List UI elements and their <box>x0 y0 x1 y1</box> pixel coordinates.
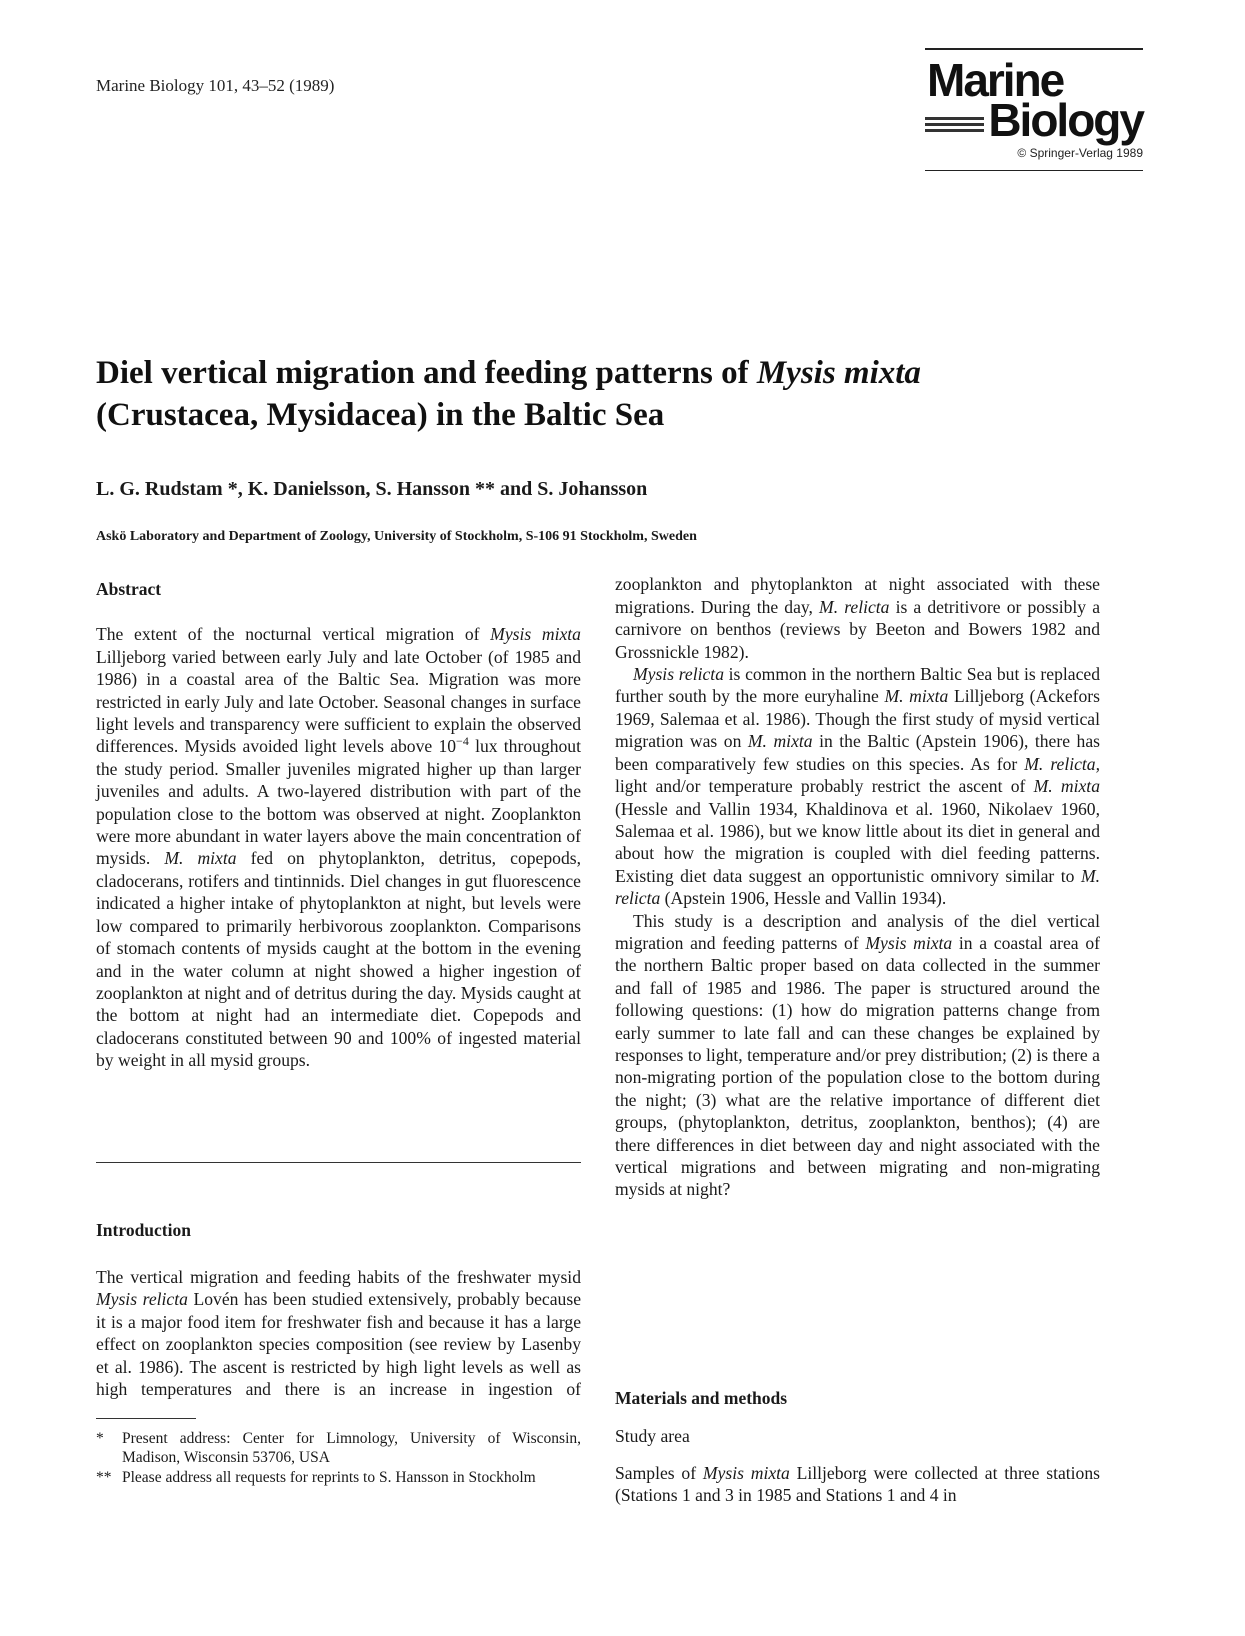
introduction-paragraph-1-start: The vertical migration and feeding habits of the freshwater mysid Mysis relicta Lovén has been studied extensively, probably because it is a major food item for freshwater fish and because it has a large effect on zooplankton species composition (see review by Lasenby et al. 1986). The ascent is restricted by high light levels as well as high temperatures and there is an increase in ingestion of <box>96 1267 581 1400</box>
publisher-copyright: © Springer-Verlag 1989 <box>1017 145 1143 160</box>
journal-citation: Marine Biology 101, 43–52 (1989) <box>96 76 335 95</box>
introduction-paragraph-2: Mysis relicta is common in the northern Baltic Sea but is replaced further south by the more euryhaline M. mixta Lilljeborg (Ackefors 1969, Salemaa et al. 1986). Though the first study of mysid vertical migration was on M. mixta in the Baltic (Apstein 1906), there has been comparatively few studies on this species. As for M. relicta, light and/or temperature probably restrict the ascent of M. mixta (Hessle and Vallin 1934, Khaldinova et al. 1960, Nikolaev 1960, Salemaa et al. 1986), but we know little about its diet in general and about how the migration is coupled with diel feeding patterns. Existing diet data suggest an opportunistic omnivory similar to M. relicta (Apstein 1906, Hessle and Vallin 1934). <box>615 664 1100 909</box>
title-part-1: Diel vertical migration and feeding patterns of <box>96 355 757 391</box>
abstract-separator <box>96 1162 581 1163</box>
article-title <box>96 352 1096 436</box>
footnote-separator <box>96 1418 196 1419</box>
title-species: Mysis mixta <box>756 355 921 391</box>
methods-paragraph-1: Samples of Mysis mixta Lilljeborg were collected at three stations (Stations 1 and 3 in 1985 and Stations 1 and 4 in <box>615 1463 1100 1506</box>
logo-bottom-rule <box>925 170 1143 172</box>
journal-logo <box>925 48 1143 171</box>
introduction-heading: Introduction <box>96 1220 191 1240</box>
logo-stripes-icon <box>925 114 984 132</box>
footnote-1: * Present address: Center for Limnology, University of Wisconsin, Madison, Wisconsin 53706, USA <box>96 1430 581 1466</box>
introduction-paragraph-1-end: zooplankton and phytoplankton at night associated with these migrations. During the day, M. relicta is a detritivore or possibly a carnivore on benthos (reviews by Beeton and Bowers 1982 and Grossnickle 1982). <box>615 574 1100 662</box>
logo-top-rule <box>925 48 1143 50</box>
title-part-2: (Crustacea, Mysidacea) in the Baltic Sea <box>96 397 665 433</box>
abstract-section <box>96 578 581 1072</box>
author-affiliation: Askö Laboratory and Department of Zoology, University of Stockholm, S-106 91 Stockholm, Sweden <box>96 529 697 544</box>
right-column-introduction <box>615 573 1100 1573</box>
methods-heading: Materials and methods <box>615 1388 788 1408</box>
abstract-text: The extent of the nocturnal vertical migration of Mysis mixta Lilljeborg varied between early July and late October (of 1985 and 1986) in a coastal area of the Baltic Sea. Migration was more restricted in early July and late October. Seasonal changes in surface light levels and transparency were sufficient to explain the observed differences. Mysids avoided light levels above $10^{-4}$ lux throughout the study period. Smaller juveniles migrated higher up than larger juveniles and adults. A two-layered distribution with part of the population close to the bottom was observed at night. Zooplankton were more abundant in water layers above the main concentration of mysids. M. mixta fed on phytoplankton, detritus, copepods, cladocerans, rotifers and tintinnids. Diel changes in gut fluorescence indicated a higher intake of phytoplankton at night, but levels were low compared to primarily herbivorous zooplankton. Comparisons of stomach contents of mysids caught at the bottom in the evening and in the water column at night showed a higher ingestion of zooplankton at night and of detritus during the day. Mysids caught at the bottom at night had an intermediate diet. Copepods and cladocerans constituted between 90 and 100% of ingested material by weight in all mysid groups. <box>96 624 581 1071</box>
author-list: L. G. Rudstam *, K. Danielsson, S. Hansson ** and S. Johansson <box>96 478 648 500</box>
introduction-paragraph-3: This study is a description and analysis of the diel vertical migration and feeding patterns of Mysis mixta in a coastal area of the northern Baltic proper based on data collected in the summer and fall of 1985 and 1986. The paper is structured around the following questions: (1) how do migration patterns change from early summer to late fall and can these changes be explained by responses to light, temperature and/or prey distribution; (2) is there a non-migrating portion of the population close to the bottom during the night; (3) what are the relative importance of different diet groups, (phytoplankton, detritus, zooplankton, benthos); (4) are there differences in diet between day and night associated with the vertical migrations and between migrating and non-migrating mysids at night? <box>615 910 1100 1200</box>
logo-word-marine: Marine <box>927 53 1064 106</box>
logo-word-biology: Biology <box>988 93 1143 146</box>
footnotes <box>96 1429 581 1488</box>
study-area-subheading: Study area <box>615 1426 690 1446</box>
footnote-2: ** Please address all requests for reprints to S. Hansson in Stockholm <box>96 1469 536 1486</box>
abstract-heading: Abstract <box>96 579 162 599</box>
